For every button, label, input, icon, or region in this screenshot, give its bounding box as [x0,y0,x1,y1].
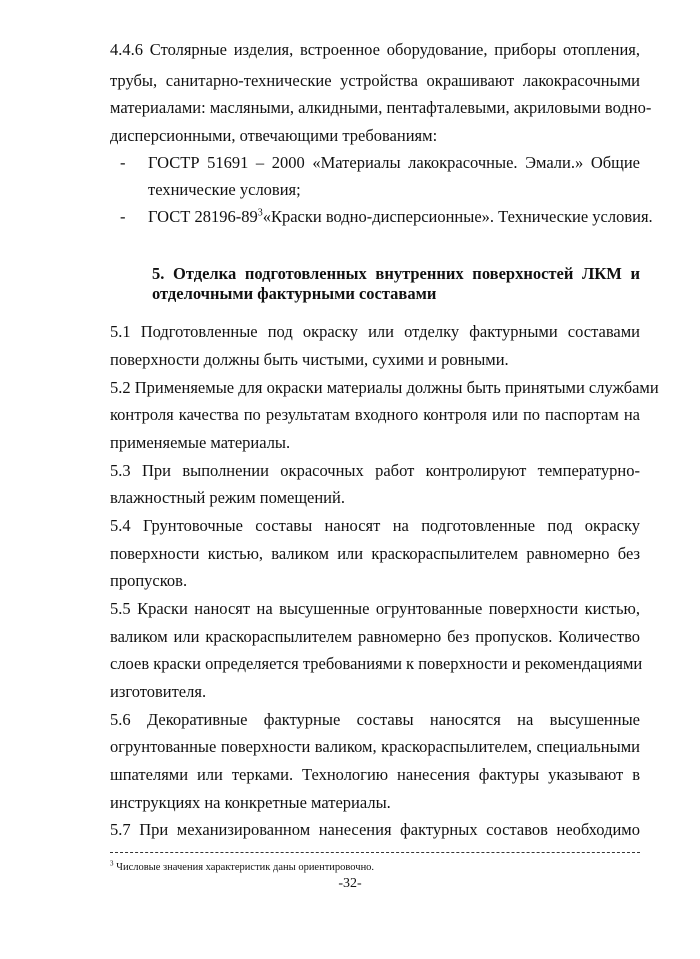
para-5-2-line-3: применяемые материалы. [110,433,291,452]
para-5-3-line-1: 5.3 При выполнении окрасочных работ контролируют температурно- [110,461,640,480]
para-5-4-line-1: 5.4 Грунтовочные составы наносят на подготовленные под окраску [110,516,640,535]
para-5-6-line-4: инструкциях на конкретные материалы. [110,793,391,812]
para-5-6-line-3: шпателями или терками. Технологию нанесения фактуры указывают в [110,765,640,784]
bullet-2-suffix: «Краски водно-дисперсионные». Технические условия. [262,207,653,226]
bullet-1-line-1: ГОСТР 51691 – 2000 «Материалы лакокрасочные. Эмали.» Общие [148,153,640,172]
section-4-4-6-line-2: трубы, санитарно-технические устройства окрашивают лакокрасочными [110,71,640,90]
para-5-4-line-3: пропусков. [110,571,188,590]
para-5-5-line-1: 5.5 Краски наносят на высушенные огрунтованные поверхности кистью, [110,599,640,618]
para-5-3-line-2: влажностный режим помещений. [110,488,345,507]
footnote-text: Числовые значения характеристик даны ориентировочно. [116,862,375,873]
para-5-6-line-1: 5.6 Декоративные фактурные составы наносятся на высушенные [110,710,640,729]
para-5-2-line-2: контроля качества по результатам входного контроля или по паспортам на [110,405,640,424]
footnote [110,859,375,874]
bullet-2-prefix: ГОСТ 28196-89 [148,207,258,226]
footnote-divider [110,852,640,853]
section-4-4-6-line-1: 4.4.6 Столярные изделия, встроенное оборудование, приборы отопления, [110,40,640,59]
footnote-number: 3 [110,859,114,868]
bullet-dash: - [120,153,126,172]
para-5-6-line-2: огрунтованные поверхности валиком, краскораспылителем, специальными [110,737,640,756]
footnote-marker: 3 [257,207,263,219]
bullet-1-line-2: технические условия; [148,180,301,199]
para-5-1-line-2: поверхности должны быть чистыми, сухими и ровными. [110,350,509,369]
section-4-4-6-line-4: дисперсионными, отвечающими требованиям: [110,126,438,145]
bullet-2-line [148,207,653,227]
para-5-5-line-3: слоев краски определяется требованиями к поверхности и рекомендациями [110,654,643,673]
para-5-5-line-4: изготовителя. [110,682,207,701]
bullet-dash: - [120,207,126,226]
page-number: -32- [338,876,362,891]
para-5-1-line-1: 5.1 Подготовленные под окраску или отделку фактурными составами [110,322,640,341]
para-5-4-line-2: поверхности кистью, валиком или краскораспылителем равномерно без [110,544,640,563]
section-5-heading-line-2: отделочными фактурными составами [152,284,437,303]
para-5-2-line-1: 5.2 Применяемые для окраски материалы должны быть принятыми службами [110,378,659,397]
section-4-4-6-line-3: материалами: масляными, алкидными, пентафталевыми, акриловыми водно- [110,98,652,117]
section-5-heading-line-1: 5. Отделка подготовленных внутренних поверхностей ЛКМ и [152,264,640,283]
para-5-5-line-2: валиком или краскораспылителем равномерно без пропусков. Количество [110,627,640,646]
para-5-7-line-1: 5.7 При механизированном нанесения фактурных составов необходимо [110,820,640,839]
